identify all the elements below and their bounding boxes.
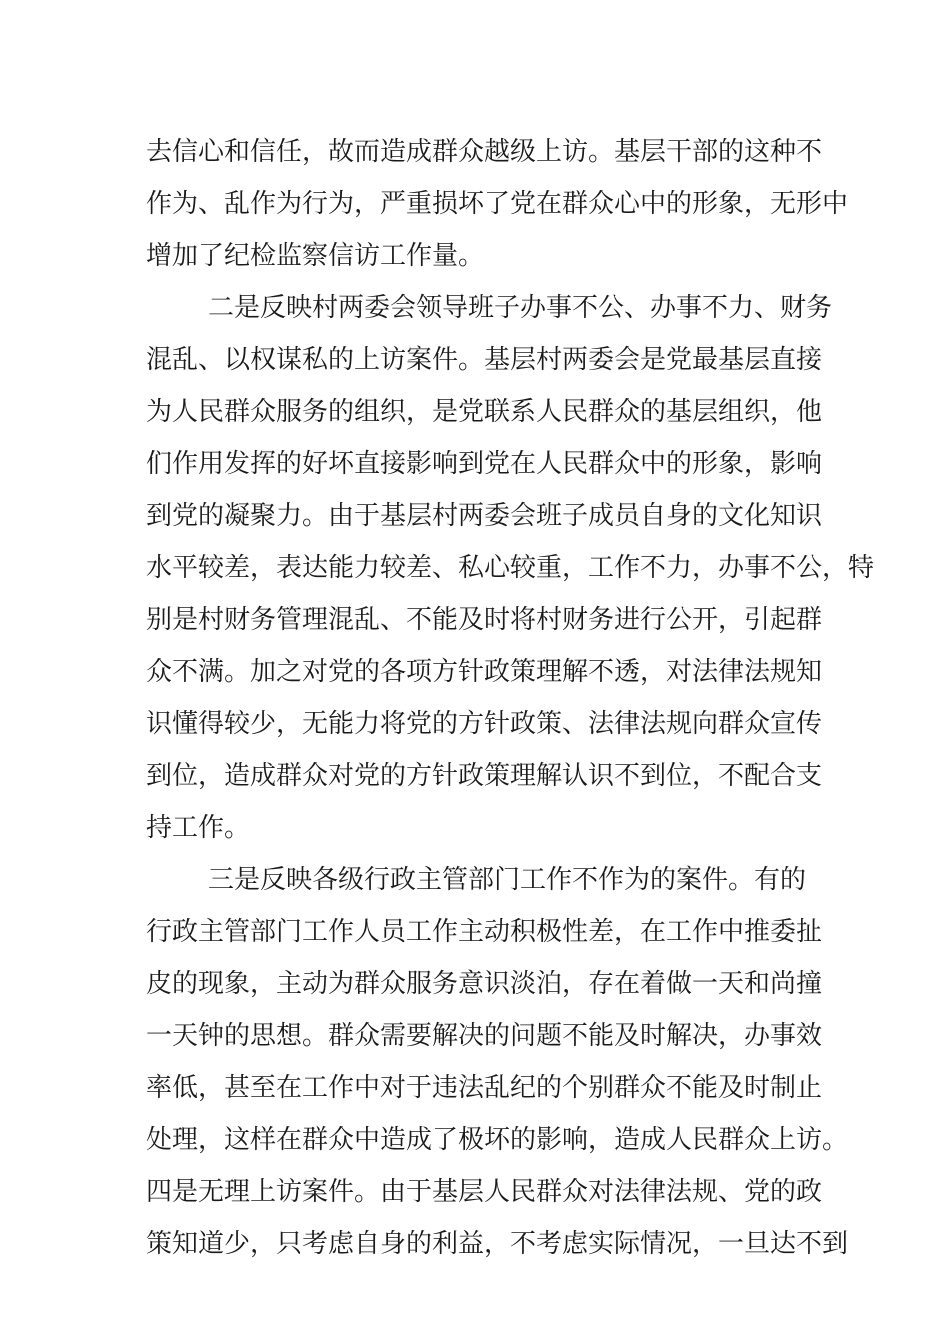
body-text: [146, 126, 875, 1270]
text-line: 识懂得较少，无能力将党的方针政策、法律法规向群众宣传: [146, 709, 823, 739]
text-line: 一天钟的思想。群众需要解决的问题不能及时解决，办事效: [146, 1021, 823, 1051]
text-line: 策知道少，只考虑自身的利益，不考虑实际情况，一旦达不到: [146, 1229, 849, 1259]
text-line: 四是无理上访案件。由于基层人民群众对法律法规、党的政: [146, 1177, 823, 1207]
text-line: 水平较差，表达能力较差、私心较重，工作不力，办事不公，特: [146, 553, 875, 583]
text-line: 到位，造成群众对党的方针政策理解认识不到位，不配合支: [146, 761, 823, 791]
text-line: 混乱、以权谋私的上访案件。基层村两委会是党最基层直接: [146, 345, 823, 375]
text-line: 别是村财务管理混乱、不能及时将村财务进行公开，引起群: [146, 605, 823, 635]
text-line: 们作用发挥的好坏直接影响到党在人民群众中的形象，影响: [146, 449, 823, 479]
text-line: 作为、乱作为行为，严重损坏了党在群众心中的形象，无形中: [146, 189, 849, 219]
text-line: 为人民群众服务的组织，是党联系人民群众的基层组织，他: [146, 397, 823, 427]
text-line: 去信心和信任，故而造成群众越级上访。基层干部的这种不: [146, 137, 823, 167]
paragraph-start-line: 二是反映村两委会领导班子办事不公、办事不力、财务: [208, 293, 833, 323]
text-line: 皮的现象，主动为群众服务意识淡泊，存在着做一天和尚撞: [146, 969, 823, 999]
text-line: 增加了纪检监察信访工作量。: [146, 241, 485, 271]
text-line: 率低，甚至在工作中对于违法乱纪的个别群众不能及时制止: [146, 1073, 823, 1103]
paragraph-start-line: 三是反映各级行政主管部门工作不作为的案件。有的: [208, 865, 807, 895]
text-line: 行政主管部门工作人员工作主动积极性差，在工作中推委扯: [146, 917, 823, 947]
text-line: 持工作。: [146, 813, 251, 843]
text-line: 众不满。加之对党的各项方针政策理解不透，对法律法规知: [146, 657, 823, 687]
text-line: 处理，这样在群众中造成了极坏的影响，造成人民群众上访。: [146, 1125, 849, 1155]
text-line: 到党的凝聚力。由于基层村两委会班子成员自身的文化知识: [146, 501, 823, 531]
